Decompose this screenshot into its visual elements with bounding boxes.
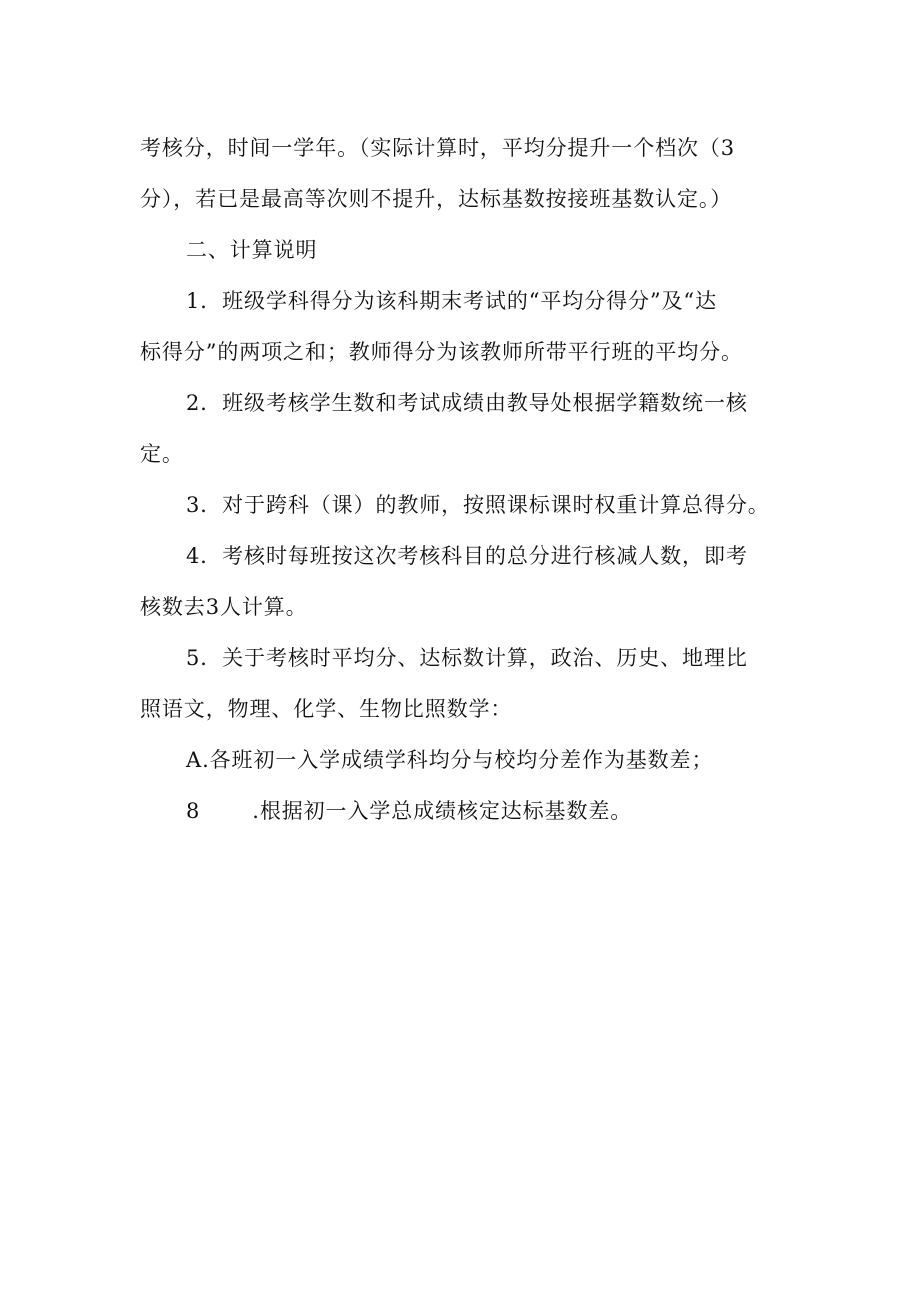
text-line: 考核分，时间一学年。（实际计算时，平均分提升一个档次（3 bbox=[140, 136, 736, 160]
sub-item-b bbox=[140, 799, 790, 850]
list-item-1: 1．班级学科得分为该科期末考试的“平均分得分”及“达 bbox=[186, 289, 717, 313]
sub-item-text: .根据初一入学总成绩核定达标基数差。 bbox=[252, 799, 633, 823]
list-item-3: 3．对于跨科（课）的教师，按照课标课时权重计算总得分。 bbox=[186, 493, 770, 517]
sub-item-a: A.各班初一入学成绩学科均分与校均分差作为基数差； bbox=[186, 748, 714, 772]
section-heading: 二、计算说明 bbox=[186, 238, 318, 262]
list-item-2: 2．班级考核学生数和考试成绩由教导处根据学籍数统一核 bbox=[186, 391, 748, 415]
list-item-5: 5．关于考核时平均分、达标数计算，政治、历史、地理比 bbox=[186, 646, 748, 670]
text-line: 标得分”的两项之和；教师得分为该教师所带平行班的平均分。 bbox=[140, 340, 743, 364]
sub-item-number: 8 bbox=[186, 799, 201, 823]
text-line: 照语文，物理、化学、生物比照数学： bbox=[140, 697, 513, 721]
list-item-4: 4．考核时每班按这次考核科目的总分进行核减人数，即考 bbox=[186, 544, 748, 568]
text-line: 核数去3人计算。 bbox=[140, 595, 308, 619]
text-line: 定。 bbox=[140, 442, 184, 466]
text-line: 分），若已是最高等次则不提升，达标基数按接班基数认定。） bbox=[140, 187, 733, 211]
document-body bbox=[140, 136, 790, 850]
